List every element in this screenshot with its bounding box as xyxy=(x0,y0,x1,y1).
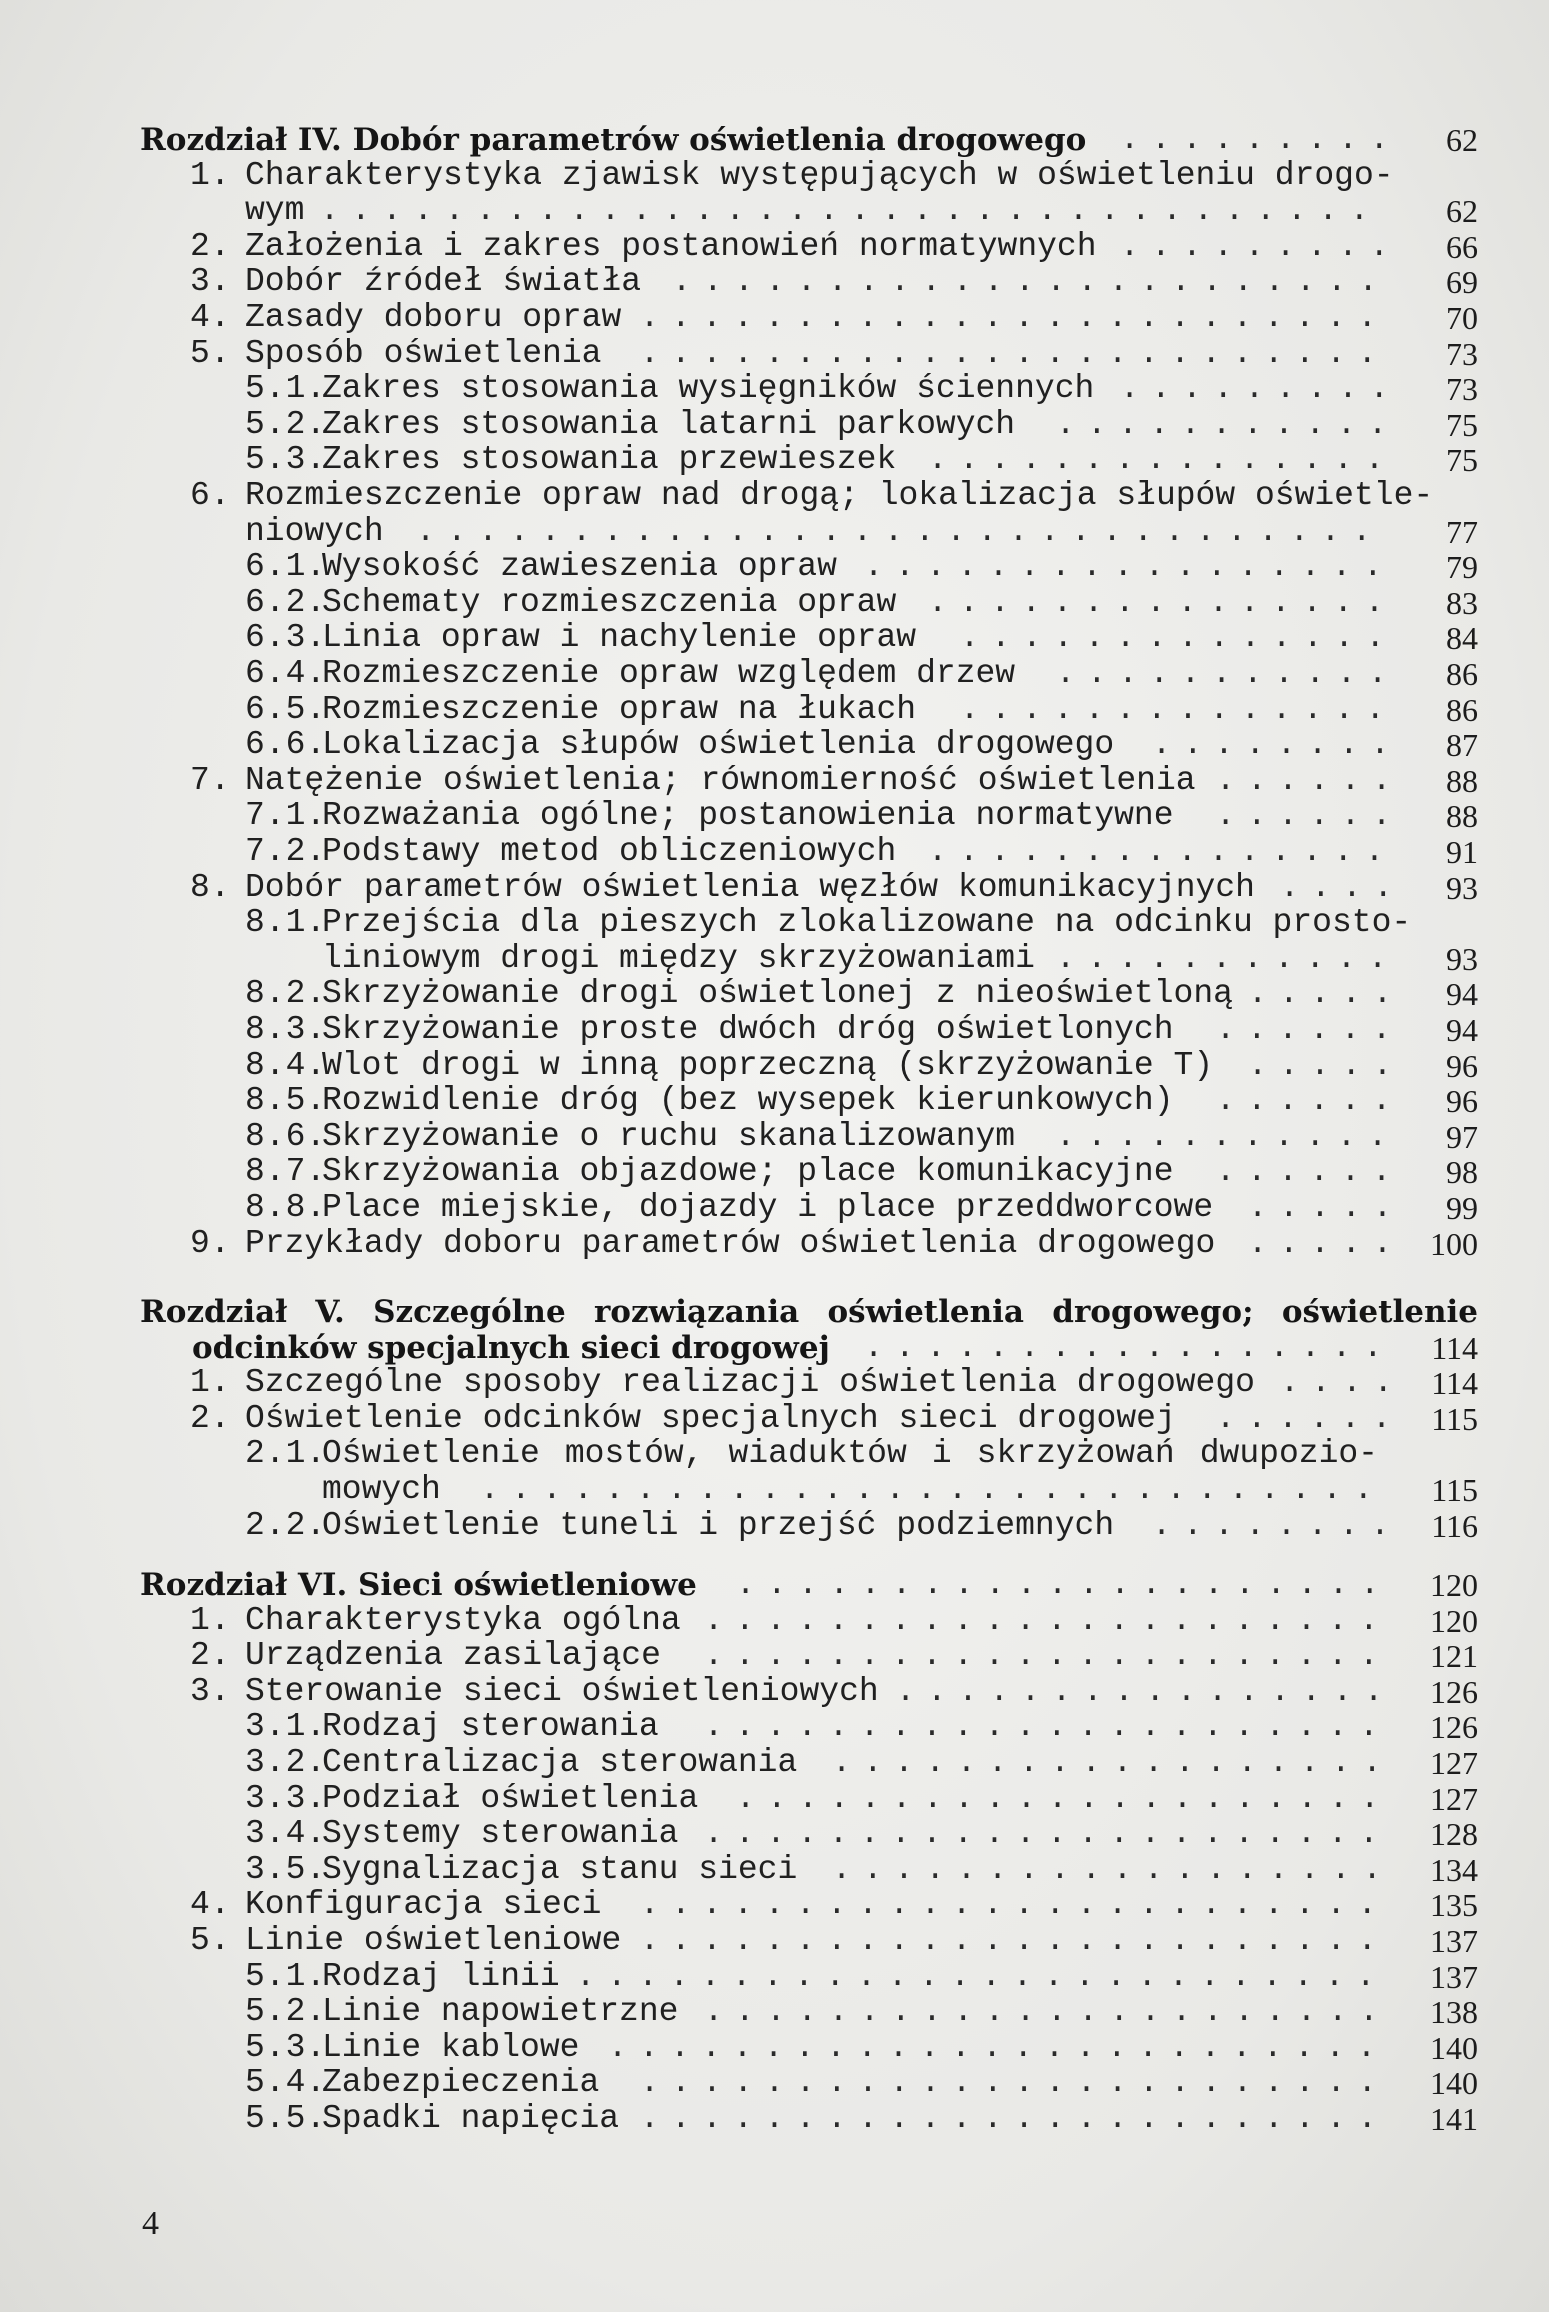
dot-leader: ........................ xyxy=(640,299,1389,336)
entry-title: Linia opraw i nachylenie opraw xyxy=(322,619,917,657)
entry-number: 1. xyxy=(190,1364,231,1402)
entry-title: Przykłady doboru parametrów oświetlenia drogowego xyxy=(245,1224,1216,1262)
toc-entry xyxy=(0,478,1549,514)
toc-entry xyxy=(0,371,1549,407)
entry-title: niowych xyxy=(245,512,384,550)
entry-title: mowych xyxy=(322,1471,441,1508)
page-ref: 121 xyxy=(1430,1638,1478,1675)
page-ref: 75 xyxy=(1446,406,1478,443)
toc-entry xyxy=(0,1674,1549,1710)
dot-leader: ......... xyxy=(1120,370,1401,408)
dot-leader: ........ xyxy=(1152,726,1402,764)
page-ref: 98 xyxy=(1446,1154,1478,1191)
page-ref: 116 xyxy=(1431,1507,1478,1544)
toc-entry xyxy=(0,1119,1549,1155)
entry-number: 3. xyxy=(190,1672,231,1710)
entry-number: 5.2. xyxy=(245,1993,327,2031)
toc-entry xyxy=(0,1401,1549,1437)
page-ref: 73 xyxy=(1446,335,1478,372)
toc-entry xyxy=(0,870,1549,906)
page-ref: 126 xyxy=(1430,1709,1478,1746)
entry-title: Linie napowietrzne xyxy=(322,1993,679,2031)
page-ref: 77 xyxy=(1446,513,1478,550)
page-ref: 73 xyxy=(1446,371,1478,408)
page-ref: 99 xyxy=(1446,1190,1478,1226)
page-ref: 96 xyxy=(1446,1083,1478,1120)
dot-leader: ..... xyxy=(1248,1189,1405,1226)
entry-title: Sposób oświetlenia xyxy=(245,334,602,372)
entry-number: 2. xyxy=(190,1637,231,1675)
entry-title: Urządzenia zasilające xyxy=(245,1637,661,1675)
entry-title: Oświetlenie odcinków specjalnych sieci drogowej xyxy=(245,1399,1176,1437)
toc-entry xyxy=(0,1959,1549,1995)
toc-entry xyxy=(0,1745,1549,1781)
page-ref: 62 xyxy=(1446,193,1478,230)
toc-entry xyxy=(0,1048,1549,1084)
entry-number: 3.3. xyxy=(245,1779,327,1817)
page-ref: 86 xyxy=(1446,691,1478,728)
entry-title: Przejścia dla pieszych zlokalizowane na odcinku prosto- xyxy=(322,904,1412,942)
entry-number: 3.1. xyxy=(245,1708,327,1746)
page-ref: 134 xyxy=(1430,1851,1478,1888)
entry-number: 8. xyxy=(190,868,231,906)
toc-entry xyxy=(0,549,1549,585)
entry-number: 6.4. xyxy=(245,655,327,692)
toc-entry xyxy=(0,1154,1549,1190)
page-ref: 120 xyxy=(1430,1602,1478,1639)
entry-title: Szczególne sposoby realizacji oświetlenia drogowego xyxy=(245,1364,1255,1402)
entry-title: Oświetlenie tuneli i przejść podziemnych xyxy=(322,1506,1115,1544)
page-ref: 97 xyxy=(1446,1118,1478,1155)
entry-number: 6.1. xyxy=(245,548,327,586)
toc-entry xyxy=(0,264,1549,300)
page-ref: 137 xyxy=(1430,1923,1478,1959)
entry-number: 8.6. xyxy=(245,1117,327,1155)
entry-number: 6.2. xyxy=(245,583,327,621)
entry-title: Place miejskie, dojazdy i place przeddworcowe xyxy=(322,1189,1214,1226)
entry-title: Schematy rozmieszczenia opraw xyxy=(322,583,897,621)
entry-title: Rozmieszczenie opraw na łukach xyxy=(322,690,917,728)
entry-number: 6. xyxy=(190,477,231,514)
chapter-heading xyxy=(0,1567,1549,1603)
entry-number: 5. xyxy=(190,334,231,372)
entry-number: 7.2. xyxy=(245,833,327,870)
entry-number: 2.1. xyxy=(245,1435,327,1473)
dot-leader: ..................... xyxy=(736,1566,1392,1603)
dot-leader: ..... xyxy=(1248,1046,1405,1084)
entry-title: Rodzaj sterowania xyxy=(322,1708,659,1746)
entry-title: Rodzaj linii xyxy=(322,1957,560,1995)
entry-number: 5.3. xyxy=(245,441,327,479)
entry-number: 3.2. xyxy=(245,1744,327,1781)
dot-leader: ..................... xyxy=(736,1779,1392,1817)
entry-number: 6.5. xyxy=(245,690,327,728)
entry-number: 3. xyxy=(190,263,231,301)
toc-entry xyxy=(0,1012,1549,1048)
page-ref: 100 xyxy=(1430,1225,1478,1262)
entry-title: Wlot drogi w inną poprzeczną (skrzyżowanie T) xyxy=(322,1046,1214,1084)
dot-leader: ...... xyxy=(1216,1011,1404,1048)
page-ref: 120 xyxy=(1430,1567,1478,1603)
entry-title: Skrzyżowania objazdowe; place komunikacyjne xyxy=(322,1153,1174,1191)
toc-entry xyxy=(0,336,1549,372)
dot-leader: ...... xyxy=(1216,1082,1404,1120)
dot-leader: ........................ xyxy=(640,1922,1389,1959)
dot-leader: ......................... xyxy=(608,2028,1389,2066)
dot-leader: ...................... xyxy=(704,1993,1391,2031)
entry-number: 8.8. xyxy=(245,1189,327,1226)
toc-entry xyxy=(0,1365,1549,1401)
page-ref: 126 xyxy=(1430,1673,1478,1710)
dot-leader: ........ xyxy=(1152,1506,1402,1544)
page-ref: 115 xyxy=(1431,1400,1478,1437)
entry-title: Zasady doboru opraw xyxy=(245,299,622,336)
entry-number: 5.1. xyxy=(245,370,327,408)
toc-entry xyxy=(0,1603,1549,1639)
dot-leader: ................ xyxy=(896,1672,1396,1710)
entry-title: Wysokość zawieszenia opraw xyxy=(322,548,837,586)
page-ref: 127 xyxy=(1430,1745,1478,1781)
dot-leader: ........... xyxy=(1056,939,1400,977)
entry-number: 1. xyxy=(190,156,231,194)
entry-title: Zabezpieczenia xyxy=(322,2064,600,2102)
page-ref: 135 xyxy=(1430,1887,1478,1924)
page-ref: 96 xyxy=(1446,1047,1478,1084)
dot-leader: ............... xyxy=(928,583,1397,621)
toc-entry xyxy=(0,2065,1549,2101)
toc-entry xyxy=(0,1083,1549,1119)
entry-title: Zakres stosowania latarni parkowych xyxy=(322,405,1016,443)
entry-title: Dobór parametrów oświetlenia węzłów komunikacyjnych xyxy=(245,868,1255,906)
toc-entry xyxy=(0,976,1549,1012)
dot-leader: ................. xyxy=(864,548,1395,586)
toc-entry xyxy=(0,1709,1549,1745)
dot-leader: ......... xyxy=(1120,227,1401,265)
dot-leader: .............. xyxy=(960,619,1397,657)
entry-number: 5.3. xyxy=(245,2028,327,2066)
dot-leader: ............................... xyxy=(416,512,1384,550)
page-ref: 88 xyxy=(1446,798,1478,835)
page-ref: 79 xyxy=(1446,549,1478,586)
entry-title: Natężenie oświetlenia; równomierność oświetlenia xyxy=(245,761,1196,799)
dot-leader: ...................... xyxy=(704,1815,1391,1853)
entry-title: Rozmieszczenie opraw nad drogą; lokalizacja słupów oświetle- xyxy=(245,477,1434,514)
toc-entry xyxy=(0,1852,1549,1888)
entry-title: Skrzyżowanie drogi oświetlonej z nieoświetloną xyxy=(322,975,1233,1013)
entry-title: Dobór źródeł światła xyxy=(245,263,642,301)
page-ref: 62 xyxy=(1446,122,1478,158)
entry-number: 6.6. xyxy=(245,726,327,764)
entry-number: 5.2. xyxy=(245,405,327,443)
entry-number: 6.3. xyxy=(245,619,327,657)
page-ref: 138 xyxy=(1430,1994,1478,2031)
toc-entry xyxy=(0,1994,1549,2030)
toc-entry xyxy=(0,2030,1549,2066)
entry-number: 4. xyxy=(190,1886,231,1924)
entry-title: Linie kablowe xyxy=(322,2028,580,2066)
page-ref: 140 xyxy=(1430,2065,1478,2102)
dot-leader: ........................ xyxy=(640,2064,1389,2102)
entry-number: 7. xyxy=(190,761,231,799)
entry-title: Podział oświetlenia xyxy=(322,1779,699,1817)
toc-entry xyxy=(0,1190,1549,1226)
toc-entry xyxy=(0,727,1549,763)
entry-title: Sygnalizacja stanu sieci xyxy=(322,1850,798,1888)
entry-title: Skrzyżowanie proste dwóch dróg oświetlonych xyxy=(322,1011,1174,1048)
entry-title: Linie oświetleniowe xyxy=(245,1922,622,1959)
chapter-title: Rozdział VI. Sieci oświetleniowe xyxy=(140,1567,697,1603)
entry-title: Zakres stosowania wysięgników ściennych xyxy=(322,370,1095,408)
entry-number: 3.4. xyxy=(245,1815,327,1853)
entry-number: 8.4. xyxy=(245,1046,327,1084)
toc-entry xyxy=(0,229,1549,265)
entry-number: 9. xyxy=(190,1224,231,1262)
entry-number: 1. xyxy=(190,1601,231,1639)
toc-entry xyxy=(0,1472,1549,1508)
dot-leader: ....................... xyxy=(672,263,1390,301)
page-ref: 140 xyxy=(1430,2029,1478,2066)
toc-entry xyxy=(0,692,1549,728)
entry-title: Założenia i zakres postanowień normatywnych xyxy=(245,227,1097,265)
page-ref: 94 xyxy=(1446,1012,1478,1048)
toc-entry xyxy=(0,1226,1549,1262)
page-ref: 114 xyxy=(1431,1365,1478,1402)
entry-number: 3.5. xyxy=(245,1850,327,1888)
entry-number: 4. xyxy=(190,299,231,336)
page-ref: 91 xyxy=(1446,834,1478,870)
dot-leader: ................. xyxy=(864,1328,1395,1366)
dot-leader: ........... xyxy=(1056,405,1400,443)
entry-title: Sterowanie sieci oświetleniowych xyxy=(245,1672,879,1710)
entry-number: 8.7. xyxy=(245,1153,327,1191)
entry-number: 2. xyxy=(190,227,231,265)
toc-entry xyxy=(0,763,1549,799)
dot-leader: ..... xyxy=(1248,1224,1405,1262)
toc-entry xyxy=(0,193,1549,229)
dot-leader: .................................. xyxy=(320,192,1381,230)
chapter-title: Rozdział V. Szczególne rozwiązania oświetlenia drogowego; oświetlenie xyxy=(140,1294,1478,1330)
dot-leader: ...... xyxy=(1216,1153,1404,1191)
page-ref: 128 xyxy=(1430,1816,1478,1853)
entry-number: 8.1. xyxy=(245,904,327,942)
chapter-title: odcinków specjalnych sieci drogowej xyxy=(192,1329,830,1366)
page-ref: 69 xyxy=(1446,264,1478,301)
entry-number: 5.4. xyxy=(245,2064,327,2102)
dot-leader: ...................... xyxy=(704,1637,1391,1675)
entry-title: Rozmieszczenie opraw względem drzew xyxy=(322,655,1016,692)
entry-title: Charakterystyka ogólna xyxy=(245,1601,681,1639)
toc-entry xyxy=(0,1887,1549,1923)
toc-entry xyxy=(0,1923,1549,1959)
entry-number: 7.1. xyxy=(245,797,327,835)
toc-entry xyxy=(0,514,1549,550)
toc-entry xyxy=(0,158,1549,194)
toc-entry xyxy=(0,1508,1549,1544)
entry-number: 8.5. xyxy=(245,1082,327,1120)
page-ref: 70 xyxy=(1446,300,1478,336)
page-ref: 93 xyxy=(1446,940,1478,977)
toc-entry xyxy=(0,656,1549,692)
dot-leader: ........................ xyxy=(640,1886,1389,1924)
toc-entry xyxy=(0,442,1549,478)
entry-title: Rozwidlenie dróg (bez wysepek kierunkowych) xyxy=(322,1082,1174,1120)
toc-entry xyxy=(0,834,1549,870)
entry-number: 5.1. xyxy=(245,1957,327,1995)
toc-entry xyxy=(0,620,1549,656)
entry-title: Rozważania ogólne; postanowienia normatywne xyxy=(322,797,1174,835)
page-number: 4 xyxy=(142,2205,159,2242)
entry-title: Skrzyżowanie o ruchu skanalizowanym xyxy=(322,1117,1016,1155)
toc-entry xyxy=(0,905,1549,941)
dot-leader: ........... xyxy=(1056,1117,1400,1155)
entry-title: Zakres stosowania przewieszek xyxy=(322,441,897,479)
toc-entry xyxy=(0,300,1549,336)
toc-entry xyxy=(0,1816,1549,1852)
dot-leader: ...... xyxy=(1216,797,1404,835)
toc-entry xyxy=(0,1781,1549,1817)
toc-entry xyxy=(0,798,1549,834)
entry-title: Podstawy metod obliczeniowych xyxy=(322,833,897,870)
dot-leader: ..... xyxy=(1248,975,1405,1013)
chapter-heading xyxy=(0,1294,1549,1330)
page-ref: 141 xyxy=(1430,2101,1478,2137)
dot-leader: ........................ xyxy=(640,2100,1389,2137)
page-ref: 66 xyxy=(1446,228,1478,265)
page-ref: 114 xyxy=(1431,1329,1478,1366)
dot-leader: ......... xyxy=(1120,121,1401,158)
dot-leader: .................. xyxy=(832,1850,1394,1888)
toc-entry xyxy=(0,407,1549,443)
dot-leader: ............................. xyxy=(480,1471,1385,1508)
page-ref: 137 xyxy=(1430,1958,1478,1995)
entry-number: 5. xyxy=(190,1922,231,1959)
entry-title: wym xyxy=(245,192,305,230)
dot-leader: ...................... xyxy=(704,1601,1391,1639)
page-ref: 115 xyxy=(1431,1472,1478,1508)
dot-leader: .............. xyxy=(960,690,1397,728)
dot-leader: ............... xyxy=(928,833,1397,870)
dot-leader: ............... xyxy=(928,441,1397,479)
page-ref: 88 xyxy=(1446,762,1478,799)
chapter-heading xyxy=(0,122,1549,158)
toc-entry xyxy=(0,1638,1549,1674)
page-ref: 93 xyxy=(1446,869,1478,906)
entry-title: Oświetlenie mostów, wiaduktów i skrzyżowań dwupozio- xyxy=(322,1435,1378,1473)
dot-leader: ...................... xyxy=(704,1708,1391,1746)
entry-title: Konfiguracja sieci xyxy=(245,1886,602,1924)
dot-leader: ...... xyxy=(1216,761,1404,799)
entry-title: Spadki napięcia xyxy=(322,2100,620,2137)
dot-leader: ........... xyxy=(1056,655,1400,692)
entry-number: 8.3. xyxy=(245,1011,327,1048)
page-ref: 83 xyxy=(1446,584,1478,621)
page-ref: 87 xyxy=(1446,727,1478,764)
toc-entry xyxy=(0,2101,1549,2137)
page-ref: 127 xyxy=(1430,1780,1478,1817)
page-ref: 86 xyxy=(1446,656,1478,692)
entry-title: Charakterystyka zjawisk występujących w oświetleniu drogo- xyxy=(245,156,1394,194)
toc-entry xyxy=(0,1436,1549,1472)
entry-number: 5.5. xyxy=(245,2100,327,2137)
entry-title: Lokalizacja słupów oświetlenia drogowego xyxy=(322,726,1115,764)
toc-entry xyxy=(0,941,1549,977)
dot-leader: ........................ xyxy=(640,334,1389,372)
entry-number: 2.2. xyxy=(245,1506,327,1544)
page-ref: 84 xyxy=(1446,620,1478,657)
dot-leader: .......................... xyxy=(576,1957,1388,1995)
dot-leader: .................. xyxy=(832,1744,1394,1781)
entry-number: 2. xyxy=(190,1399,231,1437)
page-ref: 94 xyxy=(1446,976,1478,1013)
chapter-title: Rozdział IV. Dobór parametrów oświetlenia drogowego xyxy=(140,122,1087,158)
dot-leader: ...... xyxy=(1216,1399,1404,1437)
chapter-heading xyxy=(0,1330,1549,1366)
dot-leader: .... xyxy=(1280,868,1405,906)
toc-entry xyxy=(0,585,1549,621)
entry-number: 8.2. xyxy=(245,975,327,1013)
entry-title: liniowym drogi między skrzyżowaniami xyxy=(322,939,1035,977)
entry-title: Systemy sterowania xyxy=(322,1815,679,1853)
entry-title: Centralizacja sterowania xyxy=(322,1744,798,1781)
page-ref: 75 xyxy=(1446,442,1478,479)
dot-leader: .... xyxy=(1280,1364,1405,1402)
